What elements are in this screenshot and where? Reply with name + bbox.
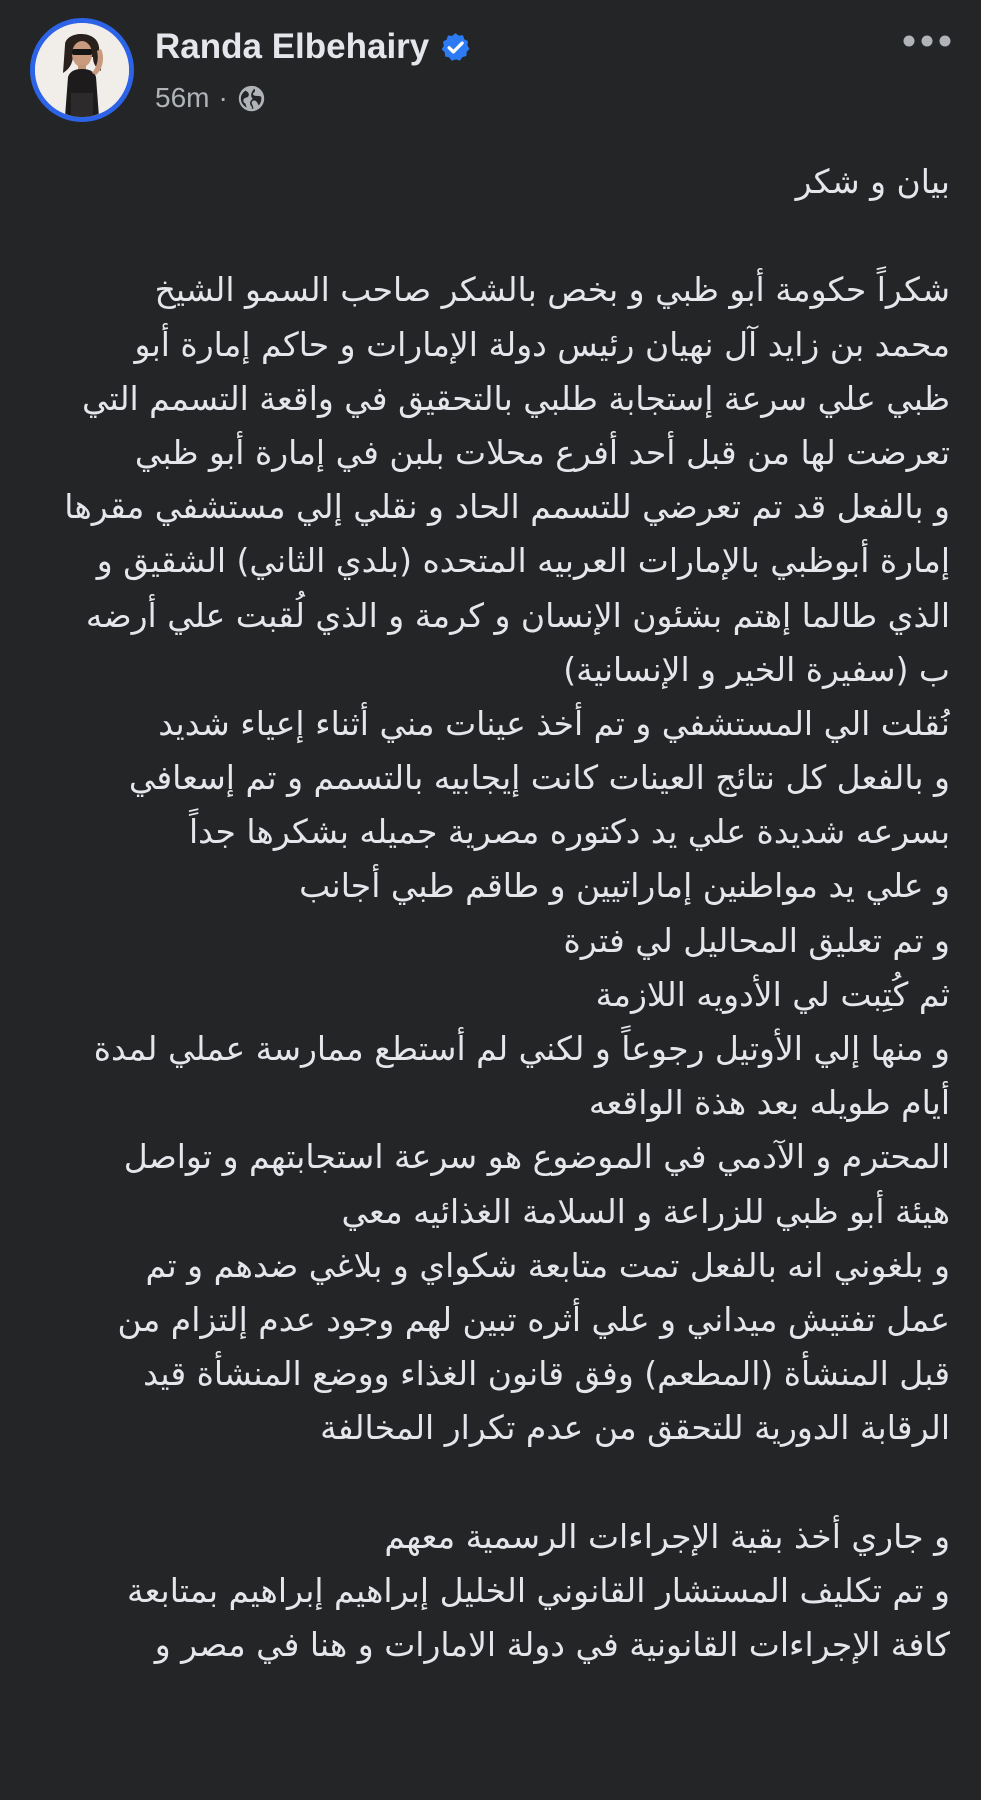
post-text-line: هيئة أبو ظبي للزراعة و السلامة الغذائيه معي — [341, 1191, 950, 1231]
post-blank-line — [40, 209, 950, 263]
post-text-line: الرقابة الدورية للتحقق من عدم تكرار المخالفة — [320, 1408, 950, 1448]
post-text-line: قبل المنشأة (المطعم) وفق قانون الغذاء ووضع المنشأة قيد — [143, 1354, 950, 1394]
post-text-line: و بالفعل قد تم تعرضي للتسمم الحاد و نقلي إلي مستشفي مقرها — [64, 487, 950, 527]
globe-icon[interactable] — [237, 84, 266, 113]
more-options-button[interactable] — [896, 26, 958, 56]
author-row — [155, 22, 472, 72]
post-text — [40, 155, 950, 1672]
post-text-line: أيام طويله بعد هذة الواقعه — [588, 1083, 950, 1123]
post-text-line: تعرضت لها من قبل أحد أفرع محلات بلبن في إمارة أبو ظبي — [134, 432, 950, 472]
post-text-line: ثم كُتِبت لي الأدويه اللازمة — [595, 974, 950, 1014]
post-text-line: إمارة أبوظبي بالإمارات العربيه المتحده (بلدي الثاني) الشقيق و — [96, 541, 950, 581]
meta-separator: · — [218, 82, 228, 113]
post-text-line: ظبي علي سرعة إستجابة طلبي بالتحقيق في واقعة التسمم التي — [81, 378, 950, 418]
more-options-icon — [902, 34, 952, 48]
post-header — [0, 0, 981, 130]
post-text-line: المحترم و الآدمي في الموضوع هو سرعة استجابتهم و تواصل — [123, 1137, 950, 1177]
post-text-line: بسرعه شديدة علي يد دكتوره مصرية جميله بشكرها جداً — [189, 812, 950, 852]
author-avatar[interactable] — [30, 18, 134, 122]
post-meta — [155, 78, 266, 118]
post-text-line: محمد بن زايد آل نهيان رئيس دولة الإمارات و حاكم إمارة أبو — [134, 324, 950, 364]
post-text-line: كافة الإجراءات القانونية في دولة الامارات و هنا في مصر و — [154, 1625, 950, 1665]
verified-badge-icon — [439, 31, 472, 64]
post-text-line: بيان و شكر — [795, 162, 950, 201]
post-text-line: و بالفعل كل نتائج العينات كانت إيجابيه بالتسمم و تم إسعافي — [128, 758, 950, 798]
post-text-line: و علي يد مواطنين إماراتيين و طاقم طبي أجانب — [299, 866, 950, 906]
post-text-line: عمل تفتيش ميداني و علي أثره تبين لهم وجود عدم إلتزام من — [117, 1299, 950, 1339]
post-text-line: و تم تعليق المحاليل لي فترة — [563, 920, 950, 960]
post-blank-line — [40, 1456, 950, 1510]
post-text-line: و تم تكليف المستشار القانوني الخليل إبراهيم إبراهيم بمتابعة — [126, 1570, 950, 1610]
post-timestamp[interactable]: 56m — [155, 82, 210, 113]
post-text-line: شكراً حكومة أبو ظبي و بخص بالشكر صاحب السمو الشيخ — [154, 270, 950, 310]
post-text-line: الذي طالما إهتم بشئون الإنسان و كرمة و الذي لُقبت علي أرضه — [85, 595, 950, 635]
post-text-line: و جاري أخذ بقية الإجراءات الرسمية معهم — [384, 1516, 950, 1556]
post-text-line: و بلغوني انه بالفعل تمت متابعة شكواي و بلاغي ضدهم و تم — [145, 1245, 950, 1285]
post-text-line: نُقلت الي المستشفي و تم أخذ عينات مني أثناء إعياء شديد — [158, 703, 950, 743]
post-text-line: و منها إلي الأوتيل رجوعاً و لكني لم أستطع ممارسة عملي لمدة — [93, 1029, 950, 1068]
post-text-line: ب (سفيرة الخير و الإنسانية) — [563, 649, 950, 689]
author-name[interactable]: Randa Elbehairy — [155, 27, 430, 66]
avatar-image — [35, 23, 129, 117]
